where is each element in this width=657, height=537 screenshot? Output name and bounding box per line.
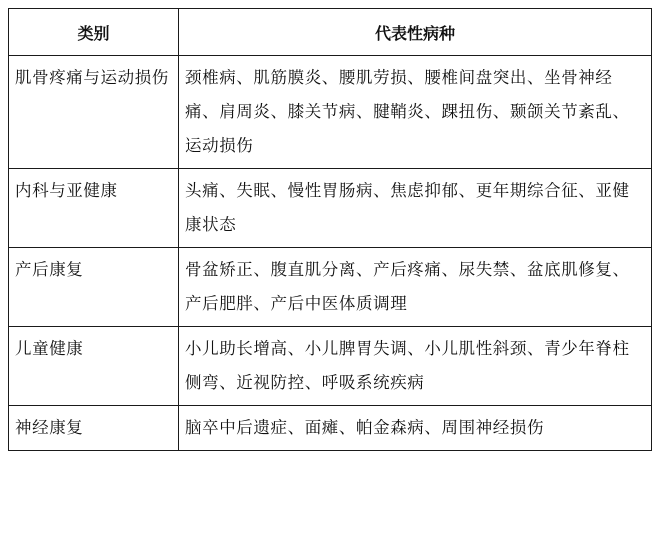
- category-cell: 产后康复: [9, 248, 179, 327]
- category-cell: 儿童健康: [9, 327, 179, 406]
- diseases-cell: 颈椎病、肌筋膜炎、腰肌劳损、腰椎间盘突出、坐骨神经痛、肩周炎、膝关节病、腱鞘炎、踝扭伤、颞颌关节紊乱、运动损伤: [179, 56, 652, 169]
- table-row: [9, 327, 652, 406]
- table-row: [9, 248, 652, 327]
- category-cell: 内科与亚健康: [9, 169, 179, 248]
- diseases-cell: 小儿助长增高、小儿脾胃失调、小儿肌性斜颈、青少年脊柱侧弯、近视防控、呼吸系统疾病: [179, 327, 652, 406]
- diseases-cell: 骨盆矫正、腹直肌分离、产后疼痛、尿失禁、盆底肌修复、产后肥胖、产后中医体质调理: [179, 248, 652, 327]
- category-cell: 肌骨疼痛与运动损伤: [9, 56, 179, 169]
- table-row: [9, 56, 652, 169]
- diseases-cell: 头痛、失眠、慢性胃肠病、焦虑抑郁、更年期综合征、亚健康状态: [179, 169, 652, 248]
- table-header-row: [9, 9, 652, 56]
- column-header-category: 类别: [9, 9, 179, 56]
- disease-category-table: [8, 8, 652, 451]
- table-row: [9, 406, 652, 451]
- diseases-cell: 脑卒中后遗症、面瘫、帕金森病、周围神经损伤: [179, 406, 652, 451]
- table-row: [9, 169, 652, 248]
- column-header-diseases: 代表性病种: [179, 9, 652, 56]
- category-cell: 神经康复: [9, 406, 179, 451]
